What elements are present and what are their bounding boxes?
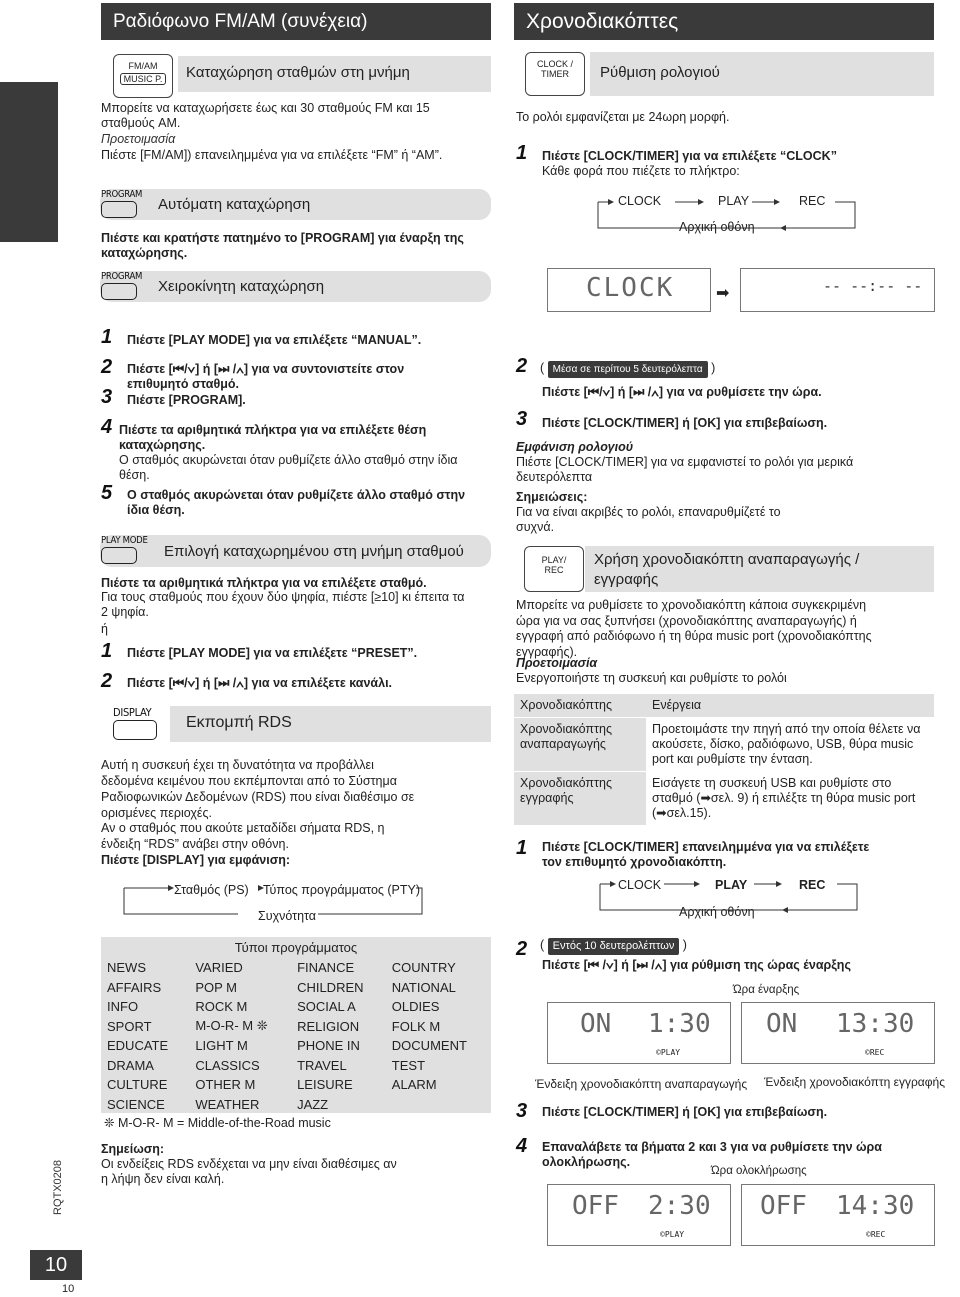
clock-step-3: Πιέστε [CLOCK/TIMER] ή [OK] για επιβεβαίωση.	[542, 416, 828, 430]
step-number: 2	[101, 356, 113, 378]
step-number: 1	[101, 640, 113, 662]
lcd-off-play: OFF 2:30 ©PLAY	[547, 1184, 731, 1246]
note-label: Σημείωση:	[101, 1142, 165, 1156]
auto-text: Πιέστε και κρατήστε πατημένο το [PROGRAM] για έναρξη της καταχώρησης.	[101, 231, 464, 260]
table-row: SCIENCE WEATHER JAZZ	[107, 1096, 329, 1112]
clock-timer-button-icon: CLOCK / TIMER	[525, 52, 585, 96]
clock-title: Ρύθμιση ρολογιού	[600, 64, 720, 81]
lcd-dashes: -- --:-- --	[740, 268, 935, 312]
manual-step-4-note: Ο σταθμός ακυρώνεται όταν ρυθμίζετε άλλο σταθμό στην ίδια θέση.	[119, 453, 458, 482]
select-or: ή	[101, 622, 108, 636]
step-number: 5	[101, 482, 113, 504]
arrow-right-icon: ➡	[716, 285, 730, 302]
memory-title: Καταχώρηση σταθμών στη μνήμη	[186, 64, 410, 81]
table-row: Χρονοδιακόπτης εγγραφής Εισάγετε τη συσκευή USB και ρυθμίστε στο σταθμό (➡σελ. 9) ή επιλέξτε τη θύρα music port (➡σελ.15).	[514, 772, 934, 826]
memory-intro: Μπορείτε να καταχωρήσετε έως και 30 σταθμούς FM και 15 σταθμούς AM.	[101, 101, 430, 130]
play-mode-button-icon: PLAY MODE	[101, 535, 148, 564]
cycle-play: PLAY	[715, 878, 748, 892]
timer-prep-text: Ενεργοποιήστε τη συσκευή και ρυθμίστε το ρολόι	[516, 671, 787, 685]
display-button-icon: DISPLAY	[113, 706, 157, 740]
timer-title: Χρήση χρονοδιακόπτη αναπαραγωγής / εγγραφής	[594, 551, 860, 588]
cycle-clock: CLOCK	[618, 194, 662, 208]
manual-step-5: Ο σταθμός ακυρώνεται όταν ρυθμίζετε άλλο σταθμό στην ίδια θέση.	[127, 488, 466, 517]
rds-p2: Αν ο σταθμός που ακούτε μεταδίδει σήματα RDS, η ένδειξη “RDS” ανάβει στην οθόνη.	[101, 821, 385, 851]
select-text: Για τους σταθμούς που έχουν δύο ψηφία, πιέστε [≥10] κι έπειτα τα 2 ψηφία.	[101, 590, 465, 619]
timer-step-2-badge: ( Εντός 10 δευτερολέπτων )	[540, 938, 687, 955]
start-time-label: Ώρα έναρξης	[733, 984, 800, 996]
memory-prep-label: Προετοιμασία	[101, 132, 176, 146]
rds-cycle-freq: Συχνότητα	[258, 909, 317, 923]
table-row: INFO ROCK M SOCIAL A OLDIES	[107, 999, 440, 1015]
cycle-home: Αρχική οθόνη	[679, 220, 755, 234]
auto-title: Αυτόματη καταχώρηση	[158, 196, 311, 213]
step-number: 1	[101, 326, 113, 348]
clock-intro: Το ρολόι εμφανίζεται με 24ωρη μορφή.	[516, 110, 730, 124]
table-row: Χρονοδιακόπτης αναπαραγωγής Προετοιμάστε την πηγή από την οποία θέλετε να ακούσετε, δίσκο, ραδιόφωνο, USB, θύρα music port και ρυθμίστε την ένταση.	[514, 718, 934, 772]
caption-rec: Ένδειξη χρονοδιακόπτη εγγραφής	[764, 1075, 945, 1089]
program-types-table	[101, 958, 491, 1114]
manual-step-3: Πιέστε [PROGRAM].	[127, 393, 246, 407]
select-step-2: Πιέστε [⏮/∨] ή [⏭ /∧] για να επιλέξετε κανάλι.	[127, 676, 393, 690]
memory-prep-text: Πιέστε [FM/AM]) επανειλημμένα για να επιλέξετε “FM” ή “AM”.	[101, 148, 443, 162]
play-rec-button-icon: PLAY/ REC	[524, 546, 584, 592]
doc-code: RQTX0208	[52, 1159, 64, 1215]
lcd-on-rec: ON 13:30 ©REC	[741, 1002, 935, 1064]
caption-play: Ένδειξη χρονοδιακόπτη αναπαραγωγής	[535, 1077, 748, 1091]
lcd-on-play: ON 1:30 ©PLAY	[547, 1002, 731, 1064]
table-row: Χρονοδιακόπτης Ενέργεια	[514, 694, 934, 718]
program-types-footnote: ❊ M-O-R- M = Middle-of-the-Road music	[104, 1116, 331, 1130]
select-title: Επιλογή καταχωρημένου στη μνήμη σταθμού	[164, 542, 464, 560]
cycle-rec: REC	[799, 878, 826, 892]
rds-title: Εκπομπή RDS	[186, 714, 292, 731]
cycle-rec: REC	[799, 194, 826, 208]
rds-cycle-pty: Τύπος προγράμματος (PTY)	[263, 883, 421, 897]
lcd-clock: CLOCK	[547, 268, 711, 312]
timer-prep-label: Προετοιμασία	[516, 656, 598, 670]
clock-step-1: Πιέστε [CLOCK/TIMER] για να επιλέξετε “CLOCK”	[542, 149, 837, 163]
step-number: 3	[516, 408, 528, 430]
cycle-play: PLAY	[718, 194, 750, 208]
step-number: 1	[516, 142, 528, 164]
clock-display-label: Εμφάνιση ρολογιού	[516, 440, 634, 454]
clock-step-2-badge: ( Μέσα σε περίπου 5 δευτερόλεπτα )	[540, 361, 715, 378]
clock-step-2: Πιέστε [⏮/∨] ή [⏭ /∧] για να ρυθμίσετε την ώρα.	[542, 385, 822, 399]
side-tab	[0, 82, 58, 242]
cycle-clock: CLOCK	[618, 878, 662, 892]
clock-notes-label: Σημειώσεις:	[516, 490, 588, 504]
clock-step-1-sub: Κάθε φορά που πιέζετε το πλήκτρο:	[542, 164, 740, 178]
step-number: 3	[516, 1100, 528, 1122]
select-bold: Πιέστε τα αριθμητικά πλήκτρα για να επιλέξετε σταθμό.	[101, 576, 427, 590]
timer-intro: Μπορείτε να ρυθμίσετε το χρονοδιακόπτη κάποια συγκεκριμένη ώρα για να σας ξυπνήσει (χρονοδιακόπτης αναπαραγωγής) ή εγγραφή από ραδιόφωνο ή τη θύρα music port (χρονοδιακόπτης εγγραφής).	[516, 598, 872, 659]
auto-title-bar	[100, 189, 491, 220]
manual-step-1: Πιέστε [PLAY MODE] για να επιλέξετε “MANUAL”.	[127, 333, 422, 347]
fm-am-button-icon: FM/AM MUSIC P.	[113, 54, 173, 98]
step-number: 4	[101, 416, 113, 438]
timer-step-4: Επαναλάβετε τα βήματα 2 και 3 για να ρυθμίσετε την ώρα ολοκλήρωσης.	[542, 1140, 882, 1169]
step-number: 3	[101, 386, 113, 408]
timer-step-3: Πιέστε [CLOCK/TIMER] ή [OK] για επιβεβαίωση.	[542, 1105, 828, 1119]
table-row: DRAMA CLASSICS TRAVEL TEST	[107, 1057, 426, 1073]
rds-cycle-ps: Σταθμός (PS)	[174, 883, 249, 897]
lcd-off-rec: OFF 14:30 ©REC	[741, 1184, 935, 1246]
manual-step-2: Πιέστε [⏮/∨] ή [⏭ /∧] για να συντονιστείτε στον επιθυμητό σταθμό.	[127, 362, 405, 391]
manual-title: Χειροκίνητη καταχώρηση	[158, 278, 325, 295]
clock-display-text: Πιέστε [CLOCK/TIMER] για να εμφανιστεί το ρολόι για μερικά δευτερόλεπτα	[516, 455, 854, 484]
page-number-box: 10	[30, 1250, 82, 1280]
manual-step-4: Πιέστε τα αριθμητικά πλήκτρα για να επιλέξετε θέση καταχώρησης.	[119, 423, 427, 452]
timer-table	[514, 694, 934, 825]
left-header: Ραδιόφωνο FM/AM (συνέχεια)	[101, 3, 491, 40]
table-row: NEWS VARIED FINANCE COUNTRY	[107, 960, 456, 976]
program-button-icon: PROGRAM	[101, 271, 142, 300]
select-title-bar	[100, 535, 491, 567]
note-text: Οι ενδείξεις RDS ενδέχεται να μην είναι διαθέσιμες αν η λήψη δεν είναι καλή.	[101, 1157, 397, 1186]
program-types-title: Τύποι προγράμματος	[234, 940, 358, 955]
cycle-home: Αρχική οθόνη	[679, 905, 755, 919]
step-number: 4	[516, 1135, 528, 1157]
rds-p1: Αυτή η συσκευή έχει τη δυνατότητα να προβάλλει δεδομένα κειμένου που εκπέμπονται από το Σύστημα Ραδιοφωνικών Δεδομένων (RDS) που είναι διαθέσιμο σε ορισμένες περιοχές.	[101, 758, 415, 820]
step-number: 2	[516, 938, 528, 960]
step-number: 2	[101, 670, 113, 692]
right-header: Χρονοδιακόπτες	[514, 3, 934, 40]
table-row: CULTURE OTHER M LEISURE ALARM	[107, 1077, 437, 1093]
clock-notes-text: Για να είναι ακριβές το ρολόι, επαναρυθμίζετέ το συχνά.	[516, 505, 781, 534]
end-time-label: Ώρα ολοκλήρωσης	[711, 1165, 807, 1177]
program-button-icon: PROGRAM	[101, 189, 142, 218]
table-row: SPORT M-O-R- M ❊ RELIGION FOLK M	[107, 1018, 441, 1034]
table-row: AFFAIRS POP M CHILDREN NATIONAL	[107, 979, 456, 995]
manual-title-bar	[100, 271, 491, 302]
step-number: 2	[516, 355, 528, 377]
step-number: 1	[516, 837, 528, 859]
timer-step-2: Πιέστε [⏮ /∨] ή [⏭ /∧] για ρύθμιση της ώρας έναρξης	[542, 958, 851, 972]
select-step-1: Πιέστε [PLAY MODE] για να επιλέξετε “PRESET”.	[127, 646, 418, 660]
page-number: 10	[62, 1283, 75, 1295]
table-row: EDUCATE LIGHT M PHONE IN DOCUMENT	[107, 1038, 467, 1054]
rds-bold: Πιέστε [DISPLAY] για εμφάνιση:	[101, 853, 291, 867]
timer-step-1: Πιέστε [CLOCK/TIMER] επανειλημμένα για να επιλέξετε τον επιθυμητό χρονοδιακόπτη.	[542, 840, 870, 869]
